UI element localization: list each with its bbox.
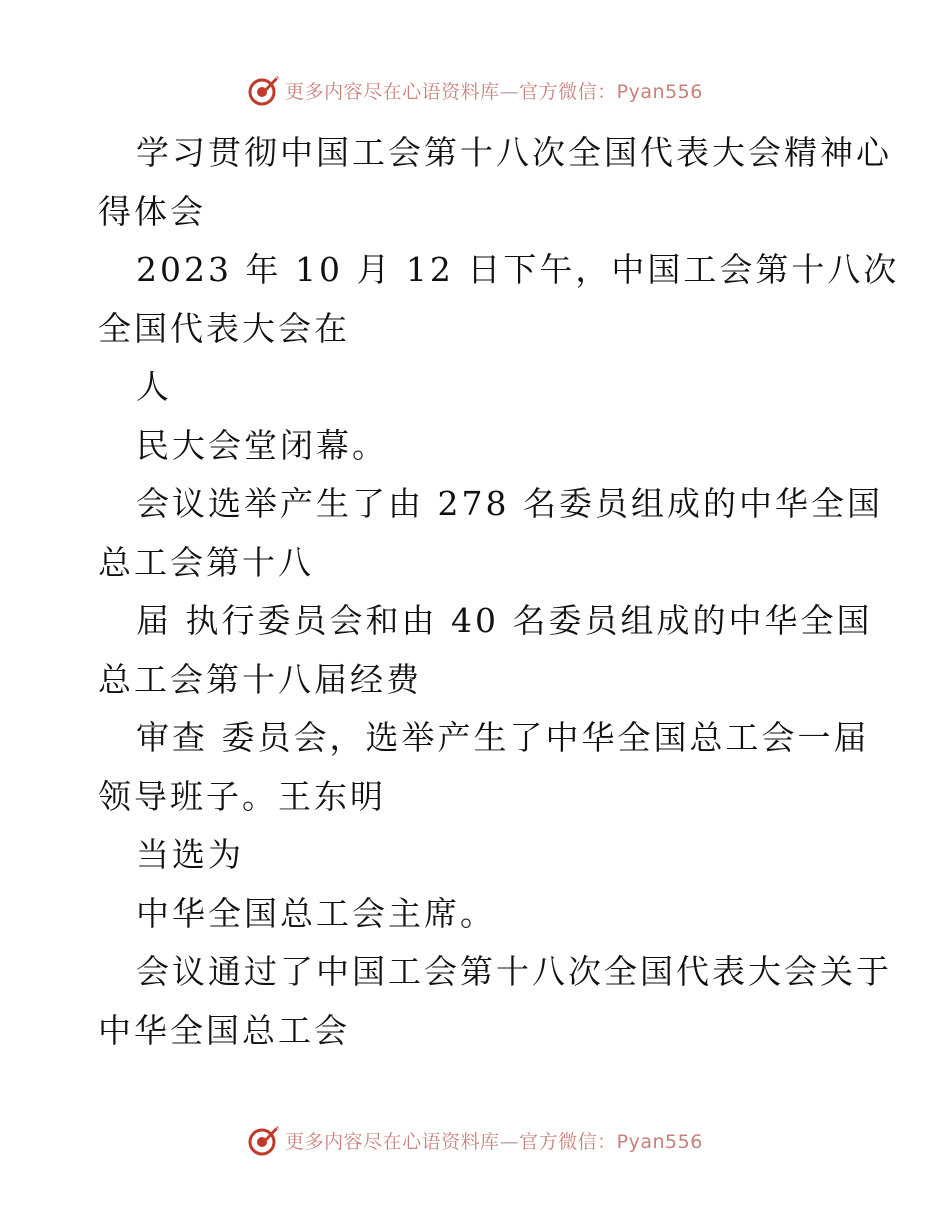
doc-line: 总工会第十八 (98, 542, 314, 582)
banner-separator: — (499, 1130, 520, 1153)
doc-line: 届 执行委员会和由 40 名委员组成的中华全国 (136, 601, 873, 640)
quill-logo-icon (247, 73, 281, 107)
banner-wechat-text: 官方微信：Pyan556 (519, 1130, 703, 1153)
doc-line: 当选为 (136, 835, 244, 874)
banner-text (285, 1127, 703, 1154)
quill-logo-icon (247, 1123, 281, 1157)
doc-line: 会议通过了中国工会第十八次全国代表大会关于 (136, 952, 892, 991)
footer-banner (0, 1120, 950, 1160)
banner-text (285, 77, 703, 104)
doc-line: 民大会堂闭幕。 (136, 425, 388, 465)
doc-line: 总工会第十八届经费 (98, 659, 422, 699)
doc-line: 全国代表大会在 (98, 308, 350, 348)
doc-line: 得体会 (98, 191, 206, 231)
doc-line: 人 (136, 367, 172, 406)
header-banner (0, 70, 950, 110)
banner-main-text: 更多内容尽在心语资料库 (285, 1130, 500, 1153)
doc-line: 会议选举产生了由 278 名委员组成的中华全国 (136, 484, 883, 523)
doc-line: 中华全国总工会主席。 (136, 893, 496, 933)
doc-line: 中华全国总工会 (98, 1010, 350, 1050)
document-body (98, 124, 900, 1060)
doc-line: 2023 年 10 月 12 日下午，中国工会第十八次 (136, 250, 900, 289)
banner-separator: — (499, 80, 520, 103)
doc-line: 领导班子。王东明 (98, 776, 386, 816)
banner-wechat-text: 官方微信：Pyan556 (519, 80, 703, 103)
banner-main-text: 更多内容尽在心语资料库 (285, 80, 500, 103)
doc-line: 审查 委员会，选举产生了中华全国总工会一届 (136, 718, 870, 757)
doc-line: 学习贯彻中国工会第十八次全国代表大会精神心 (136, 133, 892, 172)
